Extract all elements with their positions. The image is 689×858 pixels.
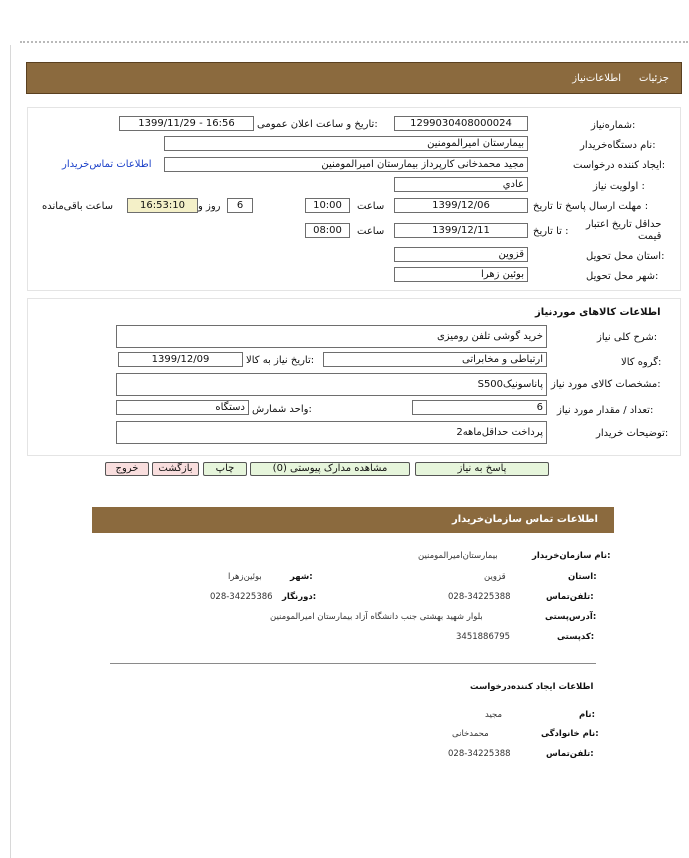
buyer-contact-link[interactable]: اطلاعات تماس‌خریدار <box>62 159 152 170</box>
province-field: قزوین <box>394 247 528 262</box>
creator-label: ایجاد کننده درخواست: <box>573 160 666 171</box>
validity-date-field: 1399/12/11 <box>394 223 528 238</box>
unit-label: واحد شمارش: <box>252 404 312 415</box>
province-label: استان محل تحویل: <box>586 251 665 262</box>
contact-postal-label: کد‌پستی: <box>557 632 595 642</box>
goods-section-title: اطلاعات کالاهای موردنیاز <box>535 307 661 318</box>
contact-address-value: بلوار شهید بهشتی جنب دانشگاه آزاد بیمارستان امیرالمومنین <box>270 612 483 622</box>
deadline-date-field: 1399/12/06 <box>394 198 528 213</box>
contact-address-label: آدرس‌پستی: <box>545 612 597 622</box>
attachments-button[interactable]: مشاهده مدارک پیوستی (0) <box>250 462 410 476</box>
requester-last-name-value: محمدخانی <box>452 729 489 739</box>
need-number-field: 1299030408000024 <box>394 116 528 131</box>
deadline-label: مهلت ارسال پاسخ تا تاریخ : <box>533 201 649 212</box>
contact-postal-value: 3451886795 <box>456 632 511 642</box>
deadline-time-label: ساعت <box>357 201 385 212</box>
requester-phone-value: 028-34225388 <box>448 749 511 759</box>
tab-bar <box>26 62 682 94</box>
contact-phone-label: تلفن‌تماس: <box>546 592 594 602</box>
reply-button[interactable]: پاسخ به نیاز <box>415 462 549 476</box>
contact-province-label: استان: <box>568 572 597 582</box>
need-info-panel <box>27 107 681 291</box>
requester-phone-label: تلفن‌تماس: <box>546 749 594 759</box>
qty-label: تعداد / مقدار مورد نیاز: <box>557 405 654 416</box>
need-date-field: 1399/12/09 <box>118 352 243 367</box>
announce-field: 1399/11/29 - 16:56 <box>119 116 254 131</box>
tab-details[interactable]: جزئیات <box>639 73 669 84</box>
priority-label: اولویت نیاز : <box>593 181 645 192</box>
unit-field: دستگاه <box>116 400 249 415</box>
city-field: بوئین زهرا <box>394 267 528 282</box>
validity-time-field: 08:00 <box>305 223 350 238</box>
requester-first-name-label: نام: <box>579 710 596 720</box>
announce-label: تاریخ و ساعت اعلان عمومی: <box>257 119 378 130</box>
org-name-label: نام سازمان‌خریدار: <box>532 551 611 561</box>
buyer-org-field: بیمارستان امیرالمومنین <box>164 136 528 151</box>
validity-label-2: قیمت <box>638 231 662 242</box>
goods-spec-field: پاناسونیکS500 <box>116 373 547 396</box>
notes-field: پرداخت حداقل‌ماهه2 <box>116 421 547 444</box>
creator-field: مجید محمدخانی کارپرداز بیمارستان امیرالمومنین <box>164 157 528 172</box>
validity-time-label: ساعت <box>357 226 385 237</box>
top-divider <box>20 41 688 43</box>
contact-header-bar <box>92 507 614 533</box>
buyer-org-label: نام دستگاه‌خریدار: <box>580 140 656 151</box>
contact-header: اطلاعات تماس سازمان‌خریدار <box>451 514 598 525</box>
need-number-label: شماره‌نیاز: <box>591 120 636 131</box>
days-label: روز و <box>198 201 221 212</box>
city-label: شهر محل تحویل: <box>586 271 659 282</box>
qty-field: 6 <box>412 400 547 415</box>
validity-label-1: حداقل تاریخ اعتبار <box>586 219 662 230</box>
goods-desc-label: شرح کلی نیاز: <box>597 332 658 343</box>
deadline-time-field: 10:00 <box>305 198 350 213</box>
org-name-value: بیمارستان‌امیرالمومنین <box>418 551 498 561</box>
need-date-label: تاریخ نیاز به کالا: <box>246 355 315 366</box>
left-border <box>10 45 11 858</box>
goods-desc-field: خرید گوشی تلفن رومیزی <box>116 325 547 348</box>
back-button[interactable]: بازگشت <box>152 462 199 476</box>
notes-label: توضیحات خریدار: <box>596 428 669 439</box>
priority-field: عادي <box>394 177 528 192</box>
section-divider <box>110 663 596 664</box>
requester-header: اطلاعات ایجاد کننده‌درخواست <box>470 682 594 692</box>
goods-group-label: گروه کالا: <box>621 357 662 368</box>
remaining-time-field: 16:53:10 <box>127 198 198 213</box>
contact-fax-value: 028-34225386 <box>210 592 273 602</box>
print-button[interactable]: چاپ <box>203 462 247 476</box>
remaining-label: ساعت باقی‌مانده <box>42 201 114 212</box>
requester-last-name-label: نام خانوادگی: <box>541 729 599 739</box>
validity-to-label: تا تاریخ : <box>533 226 569 237</box>
contact-province-value: قزوین <box>484 572 506 582</box>
days-field: 6 <box>227 198 253 213</box>
requester-first-name-value: مجید <box>485 710 503 720</box>
goods-group-field: ارتباطی و مخابراتی <box>323 352 547 367</box>
contact-city-value: بوئین‌زهرا <box>228 572 262 582</box>
contact-phone-value: 028-34225388 <box>448 592 511 602</box>
exit-button[interactable]: خروج <box>105 462 149 476</box>
tab-need-info[interactable]: اطلاعات‌نیاز <box>572 73 621 84</box>
contact-city-label: شهر: <box>290 572 313 582</box>
contact-fax-label: دورنگار: <box>282 592 317 602</box>
goods-spec-label: مشخصات کالای مورد نیاز: <box>551 379 661 390</box>
